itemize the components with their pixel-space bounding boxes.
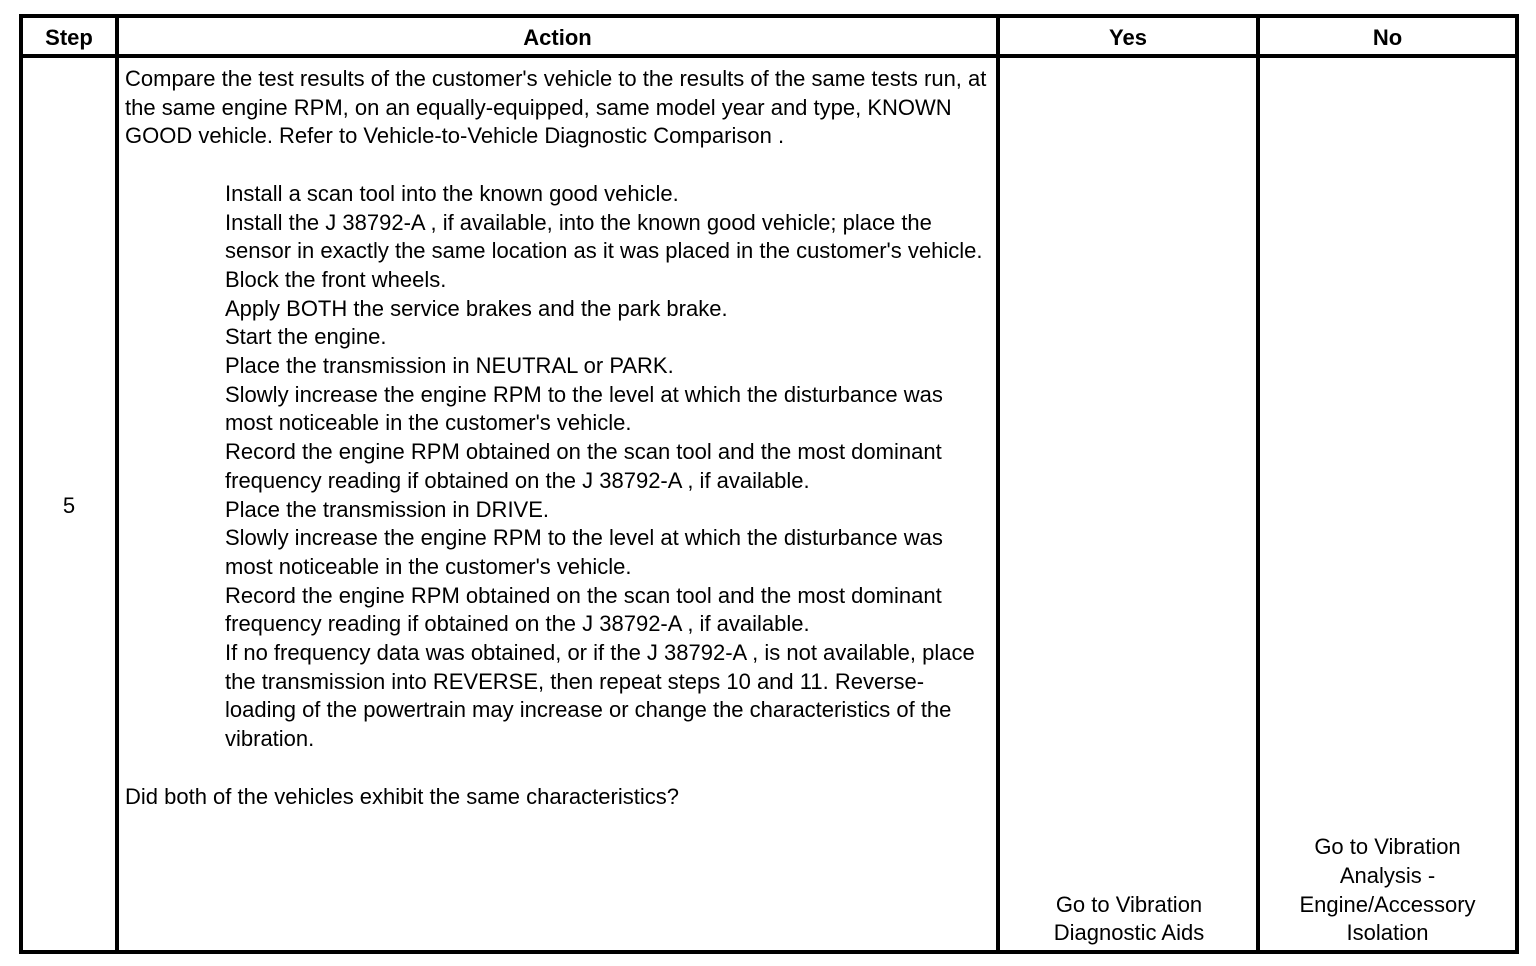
- header-step: Step: [45, 25, 93, 50]
- list-item: Slowly increase the engine RPM to the level at which the disturbance was most noticeable in the customer's vehicle.: [225, 525, 943, 579]
- column-divider-action-yes: [996, 14, 1000, 954]
- header-yes: Yes: [1109, 25, 1147, 50]
- list-item: Place the transmission in DRIVE.: [225, 496, 550, 522]
- list-item: Block the front wheels.: [225, 266, 447, 292]
- list-item: Start the engine.: [225, 324, 387, 350]
- action-cell: [125, 65, 995, 811]
- table-border-right: [1515, 14, 1519, 954]
- yes-result: Go to Vibration Diagnostic Aids: [1053, 891, 1205, 946]
- diagnostic-table: [19, 14, 1519, 954]
- action-steps-list: [225, 180, 995, 754]
- column-divider-yes-no: [1256, 14, 1260, 954]
- list-item: Place the transmission in NEUTRAL or PARK.: [225, 353, 674, 379]
- table-border-bottom: [19, 950, 1519, 954]
- list-item: Install a scan tool into the known good vehicle.: [225, 180, 679, 206]
- list-item: Record the engine RPM obtained on the scan tool and the most dominant frequency reading if obtained on the J 38792-A , if available.: [225, 439, 942, 493]
- step-number: 5: [62, 493, 76, 518]
- list-item: Install the J 38792-A , if available, into the known good vehicle; place the sensor in exactly the same location as it was placed in the customer's vehicle.: [225, 209, 983, 264]
- column-divider-step-action: [115, 14, 119, 954]
- list-item: Record the engine RPM obtained on the scan tool and the most dominant frequency reading if obtained on the J 38792-A , if available.: [225, 582, 942, 637]
- table-border-left: [19, 14, 23, 954]
- list-item: Slowly increase the engine RPM to the level at which the disturbance was most noticeable in the customer's vehicle.: [225, 381, 943, 436]
- list-item: Apply BOTH the service brakes and the park brake.: [225, 295, 728, 321]
- list-item: If no frequency data was obtained, or if the J 38792-A , is not available, place the transmission into REVERSE, then repeat steps 10 and 11. Reverse-loading of the powertrain may increase or change the characteristics of the vibration.: [225, 640, 975, 752]
- header-action: Action: [523, 25, 592, 50]
- action-question: Did both of the vehicles exhibit the same characteristics?: [125, 783, 679, 809]
- action-intro: Compare the test results of the customer's vehicle to the results of the same tests run, at the same engine RPM, on an equally-equipped, same model year and type, KNOWN GOOD vehicle. Refer to Vehicle-to-Vehicle Diagnostic Comparison .: [125, 66, 987, 149]
- no-result: Go to Vibration Analysis - Engine/Accessory Isolation: [1299, 834, 1476, 946]
- header-no: No: [1372, 25, 1403, 50]
